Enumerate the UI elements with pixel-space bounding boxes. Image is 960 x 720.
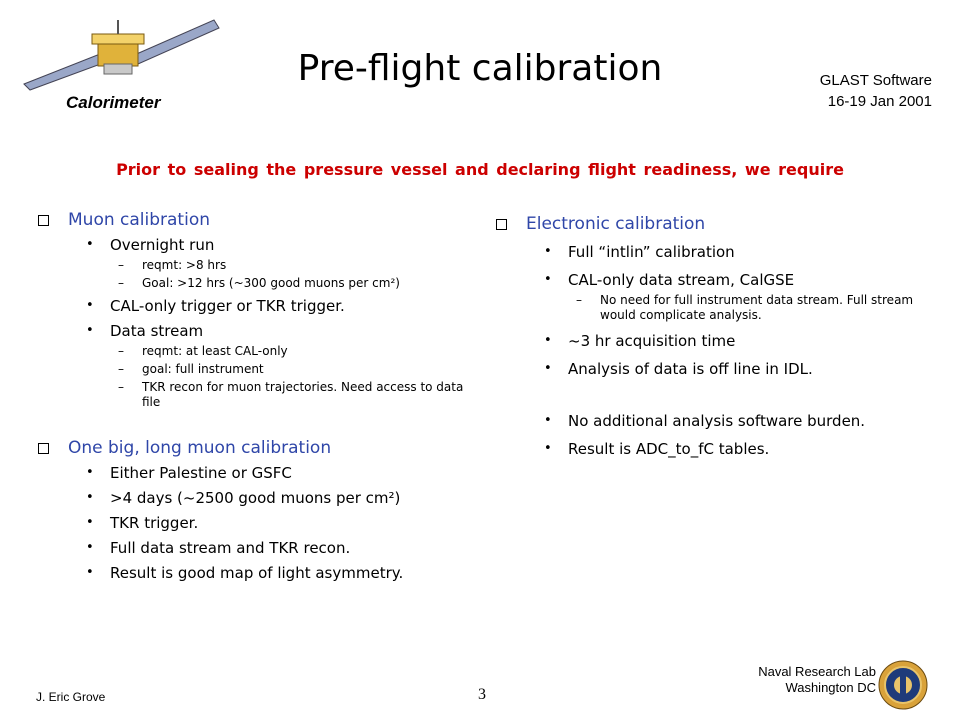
page-number: 3 bbox=[478, 686, 486, 703]
bullet-icon: • bbox=[544, 272, 552, 287]
dash-icon: – bbox=[118, 344, 124, 358]
header-org-line1: GLAST Software bbox=[819, 72, 932, 89]
list-item bbox=[544, 359, 936, 379]
nrl-seal-icon bbox=[878, 660, 928, 710]
right-column bbox=[496, 214, 936, 481]
list-item-text: Full data stream and TKR recon. bbox=[110, 539, 351, 557]
list-item-text: >4 days (~2500 good muons per cm²) bbox=[110, 489, 401, 507]
list-item bbox=[544, 331, 936, 351]
list-item-text: Result is good map of light asymmetry. bbox=[110, 564, 404, 582]
bullet-icon: • bbox=[86, 540, 94, 555]
list-item-text: Either Palestine or GSFC bbox=[110, 464, 292, 482]
list-item-text: TKR trigger. bbox=[110, 514, 199, 532]
sub-item bbox=[118, 258, 478, 273]
sub-item-text: TKR recon for muon trajectories. Need access to data file bbox=[142, 380, 464, 409]
sub-item-text: Goal: >12 hrs (~300 good muons per cm²) bbox=[142, 276, 400, 290]
footer-org bbox=[758, 664, 876, 696]
list-item bbox=[86, 235, 478, 255]
checkbox-bullet-icon bbox=[38, 443, 49, 454]
list-item bbox=[86, 513, 478, 533]
footer-org-line2: Washington DC bbox=[785, 680, 876, 695]
list-item bbox=[86, 463, 478, 483]
sub-item bbox=[118, 362, 478, 377]
section-heading: Muon calibration bbox=[68, 210, 210, 230]
sub-item bbox=[118, 380, 478, 410]
muon-calibration-section bbox=[38, 210, 478, 410]
list-item-text: CAL-only data stream, CalGSE bbox=[568, 271, 795, 289]
section-heading: Electronic calibration bbox=[526, 214, 706, 234]
bullet-icon: • bbox=[86, 565, 94, 580]
section-heading-row bbox=[496, 214, 936, 234]
sub-item-text: goal: full instrument bbox=[142, 362, 264, 376]
checkbox-bullet-icon bbox=[38, 215, 49, 226]
intro-text: Prior to sealing the pressure vessel and declaring flight readiness, we require bbox=[116, 160, 844, 179]
list-item bbox=[86, 296, 478, 316]
list-item bbox=[86, 488, 478, 508]
list-item bbox=[86, 321, 478, 341]
bullet-icon: • bbox=[86, 237, 94, 252]
list-item bbox=[544, 411, 936, 431]
sub-item bbox=[118, 344, 478, 359]
sub-item-text: reqmt: >8 hrs bbox=[142, 258, 227, 272]
list-item-text: ~3 hr acquisition time bbox=[568, 332, 736, 350]
list-item-text: Analysis of data is off line in IDL. bbox=[568, 360, 813, 378]
bullet-icon: • bbox=[86, 323, 94, 338]
electronic-calibration-section bbox=[496, 214, 936, 459]
dash-icon: – bbox=[576, 293, 582, 307]
list-item bbox=[544, 439, 936, 459]
bullet-icon: • bbox=[544, 244, 552, 259]
bullet-icon: • bbox=[86, 465, 94, 480]
list-item-text: Full “intlin” calibration bbox=[568, 243, 735, 261]
list-item bbox=[86, 538, 478, 558]
dash-icon: – bbox=[118, 362, 124, 376]
page-title: Pre-flight calibration bbox=[297, 48, 663, 89]
sub-item-text: No need for full instrument data stream. Full stream would complicate analysis. bbox=[600, 293, 914, 322]
section-heading: One big, long muon calibration bbox=[68, 438, 332, 458]
bullet-icon: • bbox=[544, 413, 552, 428]
checkbox-bullet-icon bbox=[496, 219, 507, 230]
dash-icon: – bbox=[118, 258, 124, 272]
list-item-text: Data stream bbox=[110, 322, 204, 340]
list-item bbox=[544, 242, 936, 262]
bullet-icon: • bbox=[86, 515, 94, 530]
list-item-text: Result is ADC_to_fC tables. bbox=[568, 440, 770, 458]
list-item-text: CAL-only trigger or TKR trigger. bbox=[110, 297, 345, 315]
footer-org-line1: Naval Research Lab bbox=[758, 664, 876, 679]
sub-item bbox=[118, 276, 478, 291]
bullet-icon: • bbox=[86, 298, 94, 313]
sub-item bbox=[576, 293, 936, 323]
bullet-icon: • bbox=[544, 333, 552, 348]
dash-icon: – bbox=[118, 380, 124, 394]
bullet-icon: • bbox=[86, 490, 94, 505]
long-muon-calibration-section bbox=[38, 438, 478, 583]
list-item bbox=[544, 270, 936, 290]
dash-icon: – bbox=[118, 276, 124, 290]
section-label: Calorimeter bbox=[66, 93, 161, 112]
header-org bbox=[820, 70, 932, 112]
section-heading-row bbox=[38, 438, 478, 458]
list-item bbox=[86, 563, 478, 583]
author: J. Eric Grove bbox=[36, 690, 106, 704]
sub-item-text: reqmt: at least CAL-only bbox=[142, 344, 288, 358]
bullet-icon: • bbox=[544, 441, 552, 456]
header-org-line2: 16-19 Jan 2001 bbox=[827, 93, 932, 110]
bullet-icon: • bbox=[544, 361, 552, 376]
section-heading-row bbox=[38, 210, 478, 230]
list-item-text: Overnight run bbox=[110, 236, 215, 254]
list-item-text: No additional analysis software burden. bbox=[568, 412, 866, 430]
left-column bbox=[38, 210, 478, 605]
